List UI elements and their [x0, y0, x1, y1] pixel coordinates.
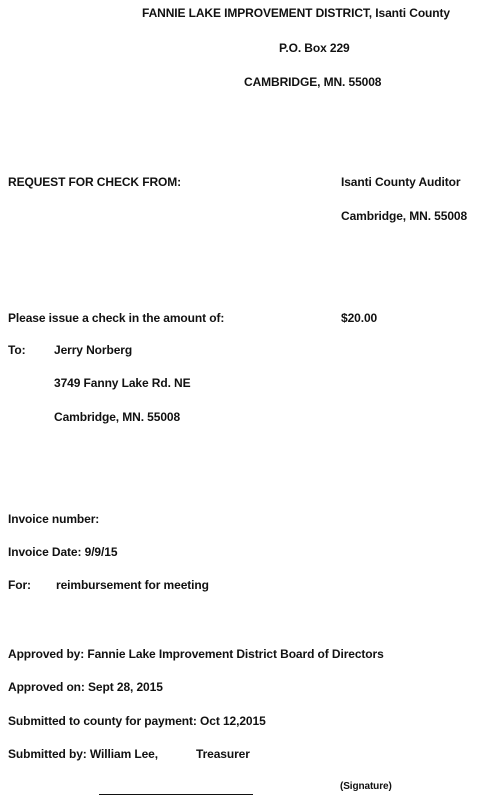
request-from-name: Isanti County Auditor	[341, 175, 461, 189]
signature-line	[99, 794, 253, 795]
approved-on: Approved on: Sept 28, 2015	[8, 680, 163, 694]
signature-label: (Signature)	[340, 781, 392, 792]
amount-value: $20.00	[341, 311, 378, 325]
request-from-city: Cambridge, MN. 55008	[341, 209, 468, 223]
payee-label: To:	[8, 343, 26, 357]
request-label: REQUEST FOR CHECK FROM:	[8, 175, 182, 189]
city-heading: CAMBRIDGE, MN. 55008	[244, 75, 382, 89]
submitted-to-county: Submitted to county for payment: Oct 12,2015	[8, 714, 266, 728]
org-heading: FANNIE LAKE IMPROVEMENT DISTRICT, Isanti County	[142, 6, 450, 20]
po-box-line: P.O. Box 229	[279, 41, 350, 55]
submitter-role: Treasurer	[196, 747, 250, 761]
approved-by: Approved by: Fannie Lake Improvement District Board of Directors	[8, 647, 384, 661]
invoice-for-label: For:	[8, 578, 31, 592]
invoice-for-value: reimbursement for meeting	[56, 578, 209, 592]
invoice-number-label: Invoice number:	[8, 512, 100, 526]
payee-city: Cambridge, MN. 55008	[54, 410, 181, 424]
payee-address: 3749 Fanny Lake Rd. NE	[54, 376, 191, 390]
invoice-date: Invoice Date: 9/9/15	[8, 545, 118, 559]
amount-label: Please issue a check in the amount of:	[8, 311, 225, 325]
submitted-by: Submitted by: William Lee,	[8, 747, 158, 761]
payee-name: Jerry Norberg	[54, 343, 133, 357]
